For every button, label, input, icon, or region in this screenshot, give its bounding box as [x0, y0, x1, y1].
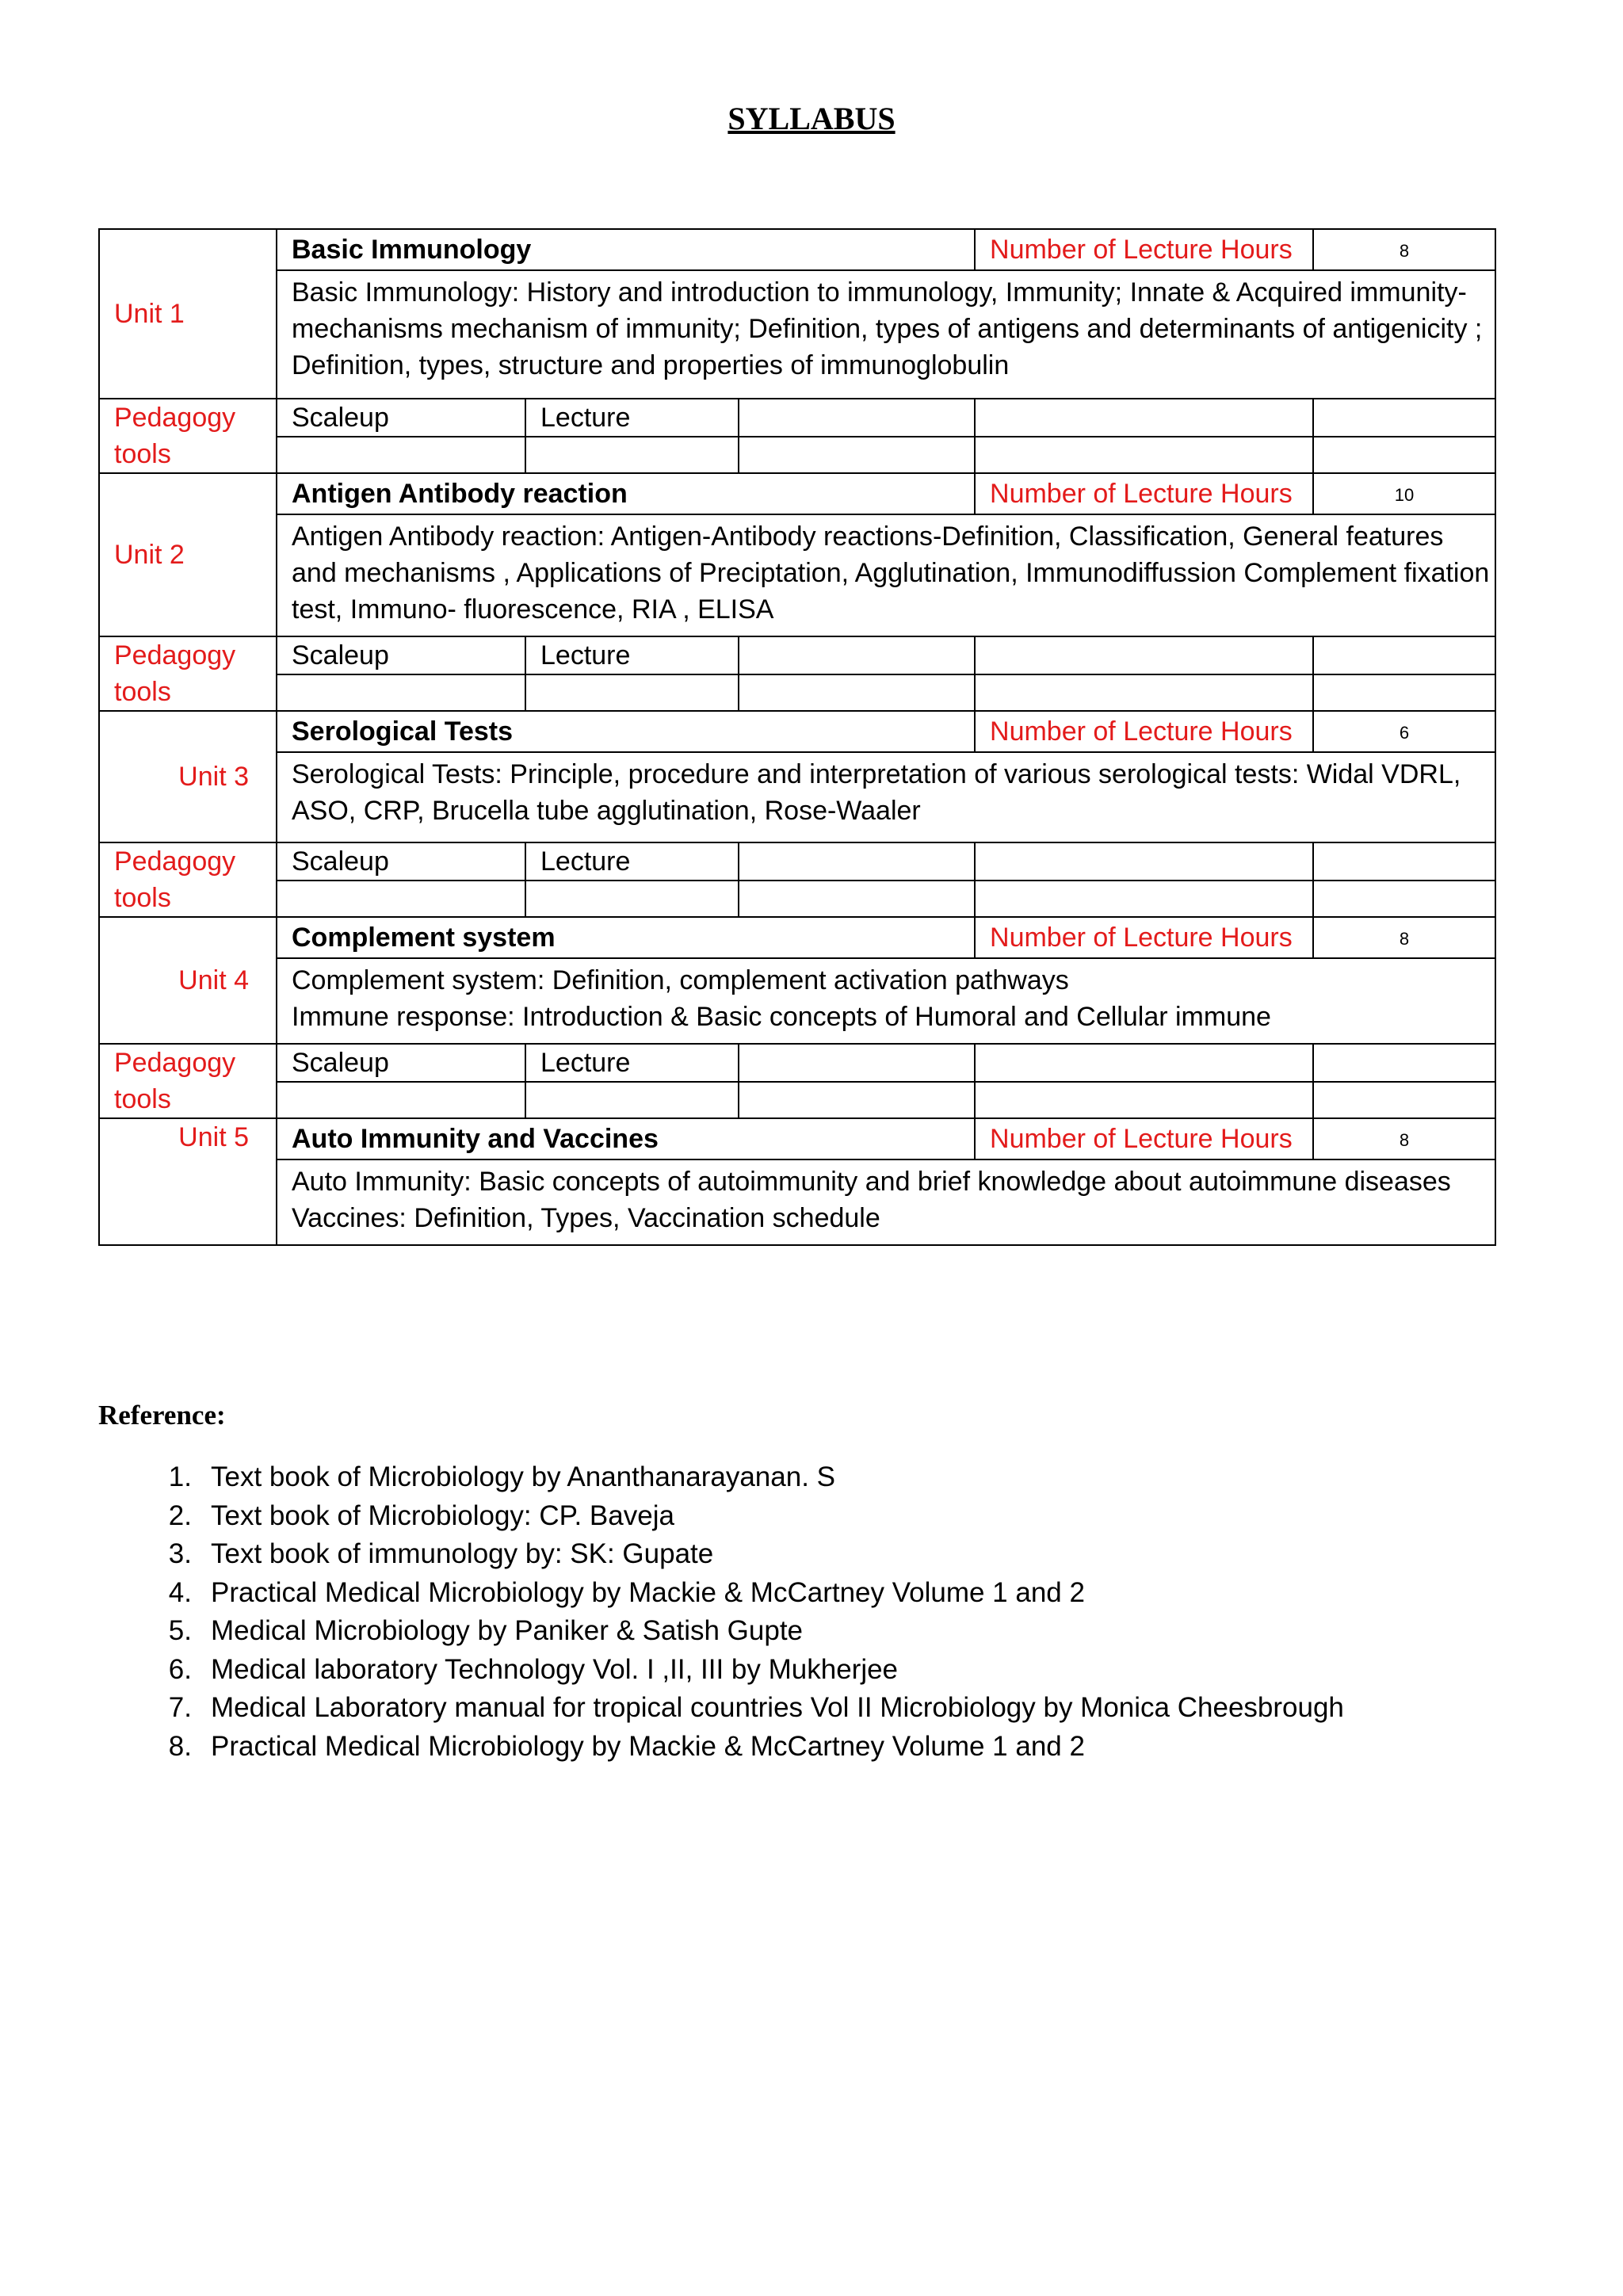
- list-item: 7. Medical Laboratory manual for tropical countries Vol II Microbiology by Monica Cheesbrough: [168, 1692, 1344, 1723]
- empty-cell: [525, 1082, 739, 1118]
- empty-cell: [975, 399, 1313, 437]
- pedagogy-row: [99, 399, 1495, 437]
- empty-cell: [975, 636, 1313, 674]
- pedagogy-scaleup: Scaleup: [277, 636, 525, 674]
- pedagogy-blank-row: [99, 674, 1495, 711]
- empty-cell: [1313, 399, 1495, 437]
- pedagogy-row: [99, 842, 1495, 881]
- hours-label: Number of Lecture Hours: [975, 711, 1313, 752]
- empty-cell: [277, 437, 525, 473]
- empty-cell: [1313, 881, 1495, 917]
- list-item: 3. Text book of immunology by: SK: Gupate: [168, 1538, 714, 1569]
- empty-cell: [1313, 1044, 1495, 1082]
- empty-cell: [1313, 842, 1495, 881]
- empty-cell: [739, 881, 975, 917]
- unit-description: Antigen Antibody reaction: Antigen-Antibody reactions-Definition, Classification, General features and mechanisms , Applications of Preciptation, Agglutination, Immunodiffussion Complement fixation test, Immuno- fluorescence, RIA , ELISA: [277, 514, 1495, 636]
- hours-value: 8: [1313, 917, 1495, 958]
- reference-list: [98, 1458, 1344, 1766]
- unit-description: Complement system: Definition, complement activation pathways Immune response: Introduction & Basic concepts of Humoral and Cellular immune: [277, 958, 1495, 1044]
- empty-cell: [975, 674, 1313, 711]
- pedagogy-lecture: Lecture: [525, 636, 739, 674]
- pedagogy-label: Pedagogy tools: [99, 399, 277, 473]
- unit-label: Unit 5: [99, 1118, 277, 1245]
- unit-topic: Auto Immunity and Vaccines: [277, 1118, 975, 1159]
- pedagogy-label: Pedagogy tools: [99, 636, 277, 711]
- unit-description-row: [99, 270, 1495, 399]
- page-title: SYLLABUS: [727, 101, 896, 136]
- empty-cell: [1313, 437, 1495, 473]
- empty-cell: [975, 437, 1313, 473]
- unit-description: Basic Immunology: History and introduction to immunology, Immunity; Innate & Acquired immunity- mechanisms mechanism of immunity; Definition, types of antigens and determinants of antigenicity ; Definition, types, structure and properties of immunoglobulin: [277, 270, 1495, 399]
- empty-cell: [1313, 674, 1495, 711]
- empty-cell: [277, 1082, 525, 1118]
- hours-value: 10: [1313, 473, 1495, 514]
- pedagogy-lecture: Lecture: [525, 1044, 739, 1082]
- unit-header-row: [99, 1118, 1495, 1159]
- empty-cell: [277, 674, 525, 711]
- pedagogy-row: [99, 1044, 1495, 1082]
- hours-label: Number of Lecture Hours: [975, 229, 1313, 270]
- unit-topic: Complement system: [277, 917, 975, 958]
- empty-cell: [739, 437, 975, 473]
- reference-heading: Reference:: [98, 1400, 226, 1431]
- pedagogy-row: [99, 636, 1495, 674]
- empty-cell: [739, 399, 975, 437]
- unit-description-row: [99, 1159, 1495, 1245]
- hours-label: Number of Lecture Hours: [975, 473, 1313, 514]
- empty-cell: [739, 674, 975, 711]
- empty-cell: [525, 881, 739, 917]
- list-item: 8. Practical Medical Microbiology by Mackie & McCartney Volume 1 and 2: [168, 1730, 1085, 1762]
- list-item: 1. Text book of Microbiology by Ananthanarayanan. S: [168, 1461, 835, 1492]
- list-item: 4. Practical Medical Microbiology by Mackie & McCartney Volume 1 and 2: [168, 1576, 1085, 1608]
- syllabus-table: [98, 228, 1496, 1246]
- unit-topic: Serological Tests: [277, 711, 975, 752]
- pedagogy-lecture: Lecture: [525, 842, 739, 881]
- pedagogy-scaleup: Scaleup: [277, 399, 525, 437]
- empty-cell: [525, 437, 739, 473]
- unit-label: Unit 4: [99, 917, 277, 1044]
- hours-value: 8: [1313, 229, 1495, 270]
- empty-cell: [739, 842, 975, 881]
- empty-cell: [975, 842, 1313, 881]
- list-item: 6. Medical laboratory Technology Vol. I ,II, III by Mukherjee: [168, 1653, 899, 1685]
- empty-cell: [277, 881, 525, 917]
- empty-cell: [975, 1044, 1313, 1082]
- unit-description: Auto Immunity: Basic concepts of autoimmunity and brief knowledge about autoimmune diseases Vaccines: Definition, Types, Vaccination schedule: [277, 1159, 1495, 1245]
- unit-description: Serological Tests: Principle, procedure and interpretation of various serological tests: Widal VDRL, ASO, CRP, Brucella tube agglutination, Rose-Waaler: [277, 752, 1495, 842]
- empty-cell: [1313, 636, 1495, 674]
- list-item: 2. Text book of Microbiology: CP. Baveja: [168, 1499, 674, 1531]
- empty-cell: [525, 674, 739, 711]
- pedagogy-label: Pedagogy tools: [99, 1044, 277, 1118]
- unit-header-row: [99, 229, 1495, 270]
- empty-cell: [975, 881, 1313, 917]
- empty-cell: [739, 636, 975, 674]
- unit-header-row: [99, 917, 1495, 958]
- unit-description-row: [99, 752, 1495, 842]
- unit-header-row: [99, 711, 1495, 752]
- unit-description-row: [99, 514, 1495, 636]
- hours-value: 6: [1313, 711, 1495, 752]
- pedagogy-scaleup: Scaleup: [277, 1044, 525, 1082]
- pedagogy-blank-row: [99, 437, 1495, 473]
- pedagogy-label: Pedagogy tools: [99, 842, 277, 917]
- pedagogy-scaleup: Scaleup: [277, 842, 525, 881]
- hours-value: 8: [1313, 1118, 1495, 1159]
- unit-label: Unit 3: [99, 711, 277, 842]
- hours-label: Number of Lecture Hours: [975, 1118, 1313, 1159]
- empty-cell: [1313, 1082, 1495, 1118]
- empty-cell: [739, 1044, 975, 1082]
- list-item: 5. Medical Microbiology by Paniker & Satish Gupte: [168, 1615, 804, 1646]
- empty-cell: [975, 1082, 1313, 1118]
- unit-topic: Basic Immunology: [277, 229, 975, 270]
- unit-label: Unit 1: [99, 229, 277, 399]
- unit-label: Unit 2: [99, 473, 277, 636]
- pedagogy-lecture: Lecture: [525, 399, 739, 437]
- empty-cell: [739, 1082, 975, 1118]
- unit-header-row: [99, 473, 1495, 514]
- pedagogy-blank-row: [99, 881, 1495, 917]
- pedagogy-blank-row: [99, 1082, 1495, 1118]
- unit-description-row: [99, 958, 1495, 1044]
- unit-topic: Antigen Antibody reaction: [277, 473, 975, 514]
- hours-label: Number of Lecture Hours: [975, 917, 1313, 958]
